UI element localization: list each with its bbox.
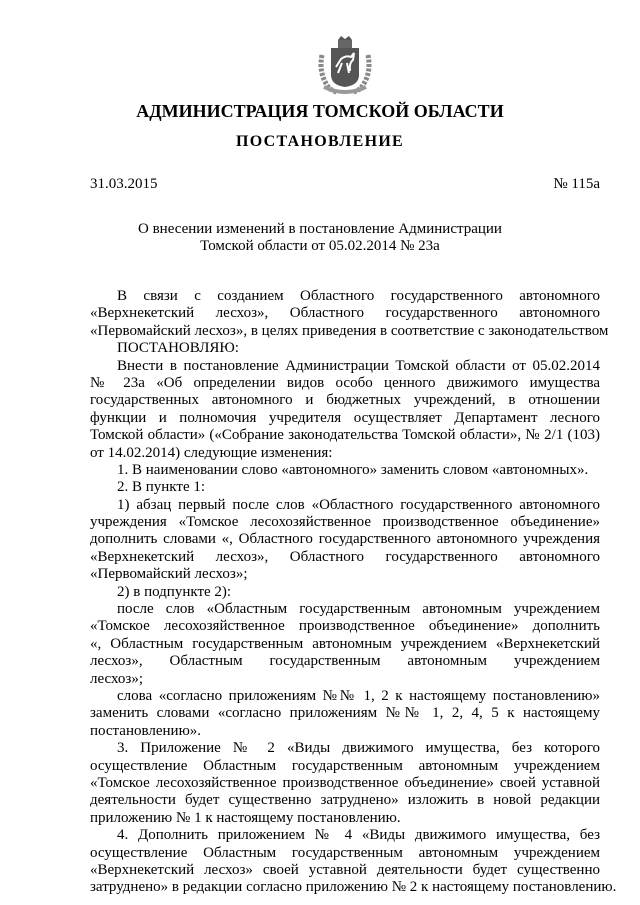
- body-text-line: Внести в постановление Администрации Томской области от 05.02.2014: [117, 357, 600, 374]
- body-text-line: заменить словами «согласно приложениям №№ 1, 2, 4, 5 к настоящему: [90, 705, 600, 722]
- body-text-line: лесхоз»;: [90, 670, 143, 687]
- body-text-line: «Верхнекетский лесхоз» своей уставной деятельности будет существенно: [90, 861, 600, 878]
- body-text-line: 1) абзац первый после слов «Областного государственного автономного: [117, 496, 600, 513]
- body-text-line: слова «согласно приложениям №№ 1, 2 к настоящему постановлению»: [117, 687, 600, 704]
- body-text-line: «Верхнекетский лесхоз», Областного государственного автономного: [90, 548, 600, 565]
- body-text-line: «Первомайский лесхоз», в целях приведения в соответствие с законодательством: [90, 322, 609, 339]
- body-text-line: деятельности будет существенно затруднено» изложить в новой редакции: [90, 792, 600, 809]
- document-type: ПОСТАНОВЛЕНИЕ: [235, 133, 405, 150]
- subject-line: Томской области от 05.02.2014 № 23а: [200, 238, 440, 255]
- document-date: 31.03.2015: [90, 176, 158, 192]
- body-text-line: 1. В наименовании слово «автономного» заменить словом «автономных».: [117, 461, 589, 478]
- body-text-line: затруднено» в редакции согласно приложению № 2 к настоящему постановлению.: [90, 879, 617, 896]
- body-text-line: 2. В пункте 1:: [117, 479, 206, 496]
- body-text-line: 3. Приложение № 2 «Виды движимого имущества, без которого: [117, 740, 600, 757]
- body-text-line: лесхоз», Областным государственным автономным учреждением: [90, 653, 600, 670]
- document-number: № 115а: [553, 176, 600, 192]
- body-text-line: государственных автономного и бюджетных учреждений, в отношении: [90, 392, 600, 409]
- body-text-line: 2) в подпункте 2):: [117, 583, 232, 600]
- body-text-line: дополнить словами «, Областного государственного автономного учреждения: [90, 531, 600, 548]
- body-text-line: после слов «Областным государственным автономным учреждением: [117, 601, 600, 618]
- body-text-line: от 14.02.2014) следующие изменения:: [90, 444, 333, 461]
- body-text-line: постановлению».: [90, 722, 202, 739]
- body-text-line: осуществление Областным государственным автономным учреждением: [90, 844, 600, 861]
- body-text-line: «Верхнекетский лесхоз», Областного государственного автономного: [90, 305, 600, 322]
- body-text-line: № 23а «Об определении видов особо ценного движимого имущества: [90, 374, 600, 391]
- document-subject: [0, 221, 640, 256]
- body-text-line: учреждения «Томское лесохозяйственное производственное объединение»: [90, 514, 600, 531]
- body-text-line: приложению № 1 к настоящему постановлению.: [90, 809, 401, 826]
- body-text-line: 4. Дополнить приложением № 4 «Виды движимого имущества, без: [117, 827, 600, 844]
- coat-of-arms-emblem: [316, 35, 374, 97]
- body-text-line: В связи с созданием Областного государственного автономного: [117, 288, 600, 304]
- body-text-line: «, Областным государственным автономным учреждением «Верхнекетский: [90, 635, 600, 652]
- body-text-line: Томской области» («Собрание законодательства Томской области», № 2/1 (103): [90, 427, 600, 444]
- body-text-line: функции и полномочия учредителя осуществляет Департамент лесного: [90, 409, 600, 426]
- organization-title: АДМИНИСТРАЦИЯ ТОМСКОЙ ОБЛАСТИ: [136, 101, 504, 121]
- body-text-line: «Томское лесохозяйственное производственное объединение» своей уставной: [90, 774, 600, 791]
- body-text-line: осуществление Областным государственным автономным учреждением: [90, 757, 600, 774]
- body-text-line: «Первомайский лесхоз»;: [90, 566, 248, 583]
- body-text-line: ПОСТАНОВЛЯЮ:: [117, 340, 239, 357]
- subject-line: О внесении изменений в постановление Администрации: [138, 221, 502, 237]
- body-text-line: «Томское лесохозяйственное производственное объединение» дополнить: [90, 618, 600, 635]
- document-body: [90, 288, 617, 897]
